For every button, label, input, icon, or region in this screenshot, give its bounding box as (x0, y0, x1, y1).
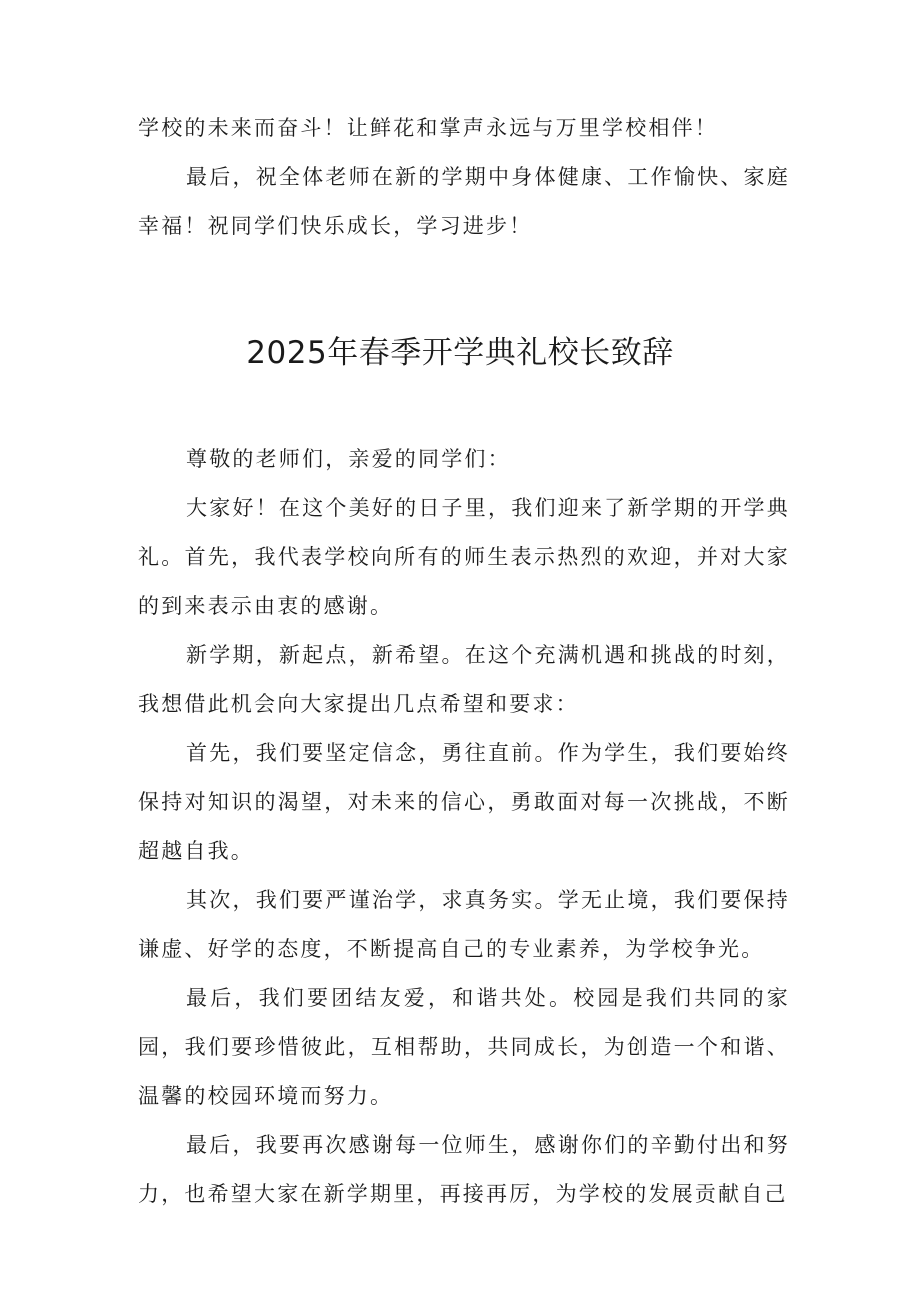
speech-paragraph-6: 最后，我要再次感谢每一位师生，感谢你们的辛勤付出和努力，也希望大家在新学期里，再接再厉，为学校的发展贡献自己 (138, 1133, 790, 1206)
speech-paragraph-1: 大家好！在这个美好的日子里，我们迎来了新学期的开学典礼。首先，我代表学校向所有的师生表示热烈的欢迎，并对大家的到来表示由衷的感谢。 (138, 496, 790, 618)
continued-paragraph-1: 学校的未来而奋斗！让鲜花和掌声永远与万里学校相伴！ (138, 116, 718, 140)
speech-body (138, 435, 790, 1219)
continued-text-block (138, 104, 790, 251)
speech-greeting: 尊敬的老师们，亲爱的同学们： (186, 447, 511, 471)
speech-paragraph-5: 最后，我们要团结友爱，和谐共处。校园是我们共同的家园，我们要珍惜彼此，互相帮助，共同成长，为创造一个和谐、温馨的校园环境而努力。 (138, 986, 790, 1108)
speech-paragraph-3: 首先，我们要坚定信念，勇往直前。作为学生，我们要始终保持对知识的渴望，对未来的信心，勇敢面对每一次挑战，不断超越自我。 (138, 741, 790, 863)
speech-paragraph-2: 新学期，新起点，新希望。在这个充满机遇和挑战的时刻，我想借此机会向大家提出几点希望和要求： (138, 643, 790, 716)
speech-paragraph-4: 其次，我们要严谨治学，求真务实。学无止境，我们要保持谦虚、好学的态度，不断提高自己的专业素养，为学校争光。 (138, 888, 790, 961)
continued-paragraph-2: 最后，祝全体老师在新的学期中身体健康、工作愉快、家庭幸福！祝同学们快乐成长，学习进步！ (138, 165, 790, 238)
speech-title: 2025年春季开学典礼校长致辞 (246, 335, 674, 371)
